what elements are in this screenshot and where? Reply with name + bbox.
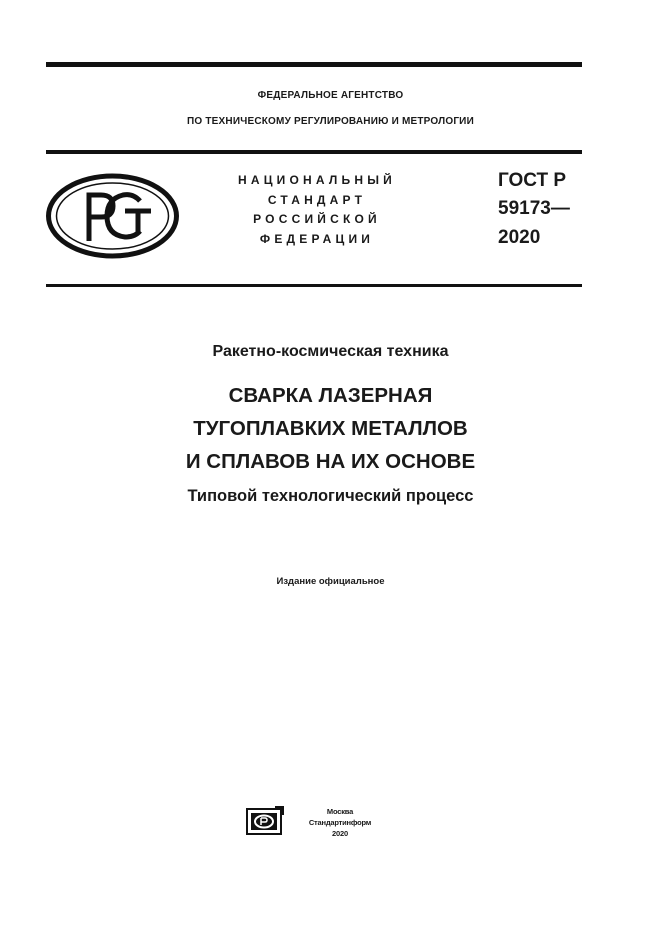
document-subtitle: Типовой технологический процесс: [187, 487, 474, 505]
agency-line-1: ФЕДЕРАЛЬНОЕ АГЕНТСТВО: [257, 90, 404, 101]
rst-conformity-mark-icon: [45, 173, 180, 259]
standard-type-line-2: СТАНДАРТ: [267, 193, 367, 207]
standartinform-logo-icon: [246, 806, 284, 836]
designation-line-2: 59173—: [498, 198, 570, 219]
designation-line-3: 2020: [498, 227, 541, 248]
standard-type-line-1: НАЦИОНАЛЬНЫЙ: [237, 173, 397, 187]
standard-type-line-4: ФЕДЕРАЦИИ: [259, 232, 375, 246]
designation-rule: [46, 284, 582, 287]
agency-line-2: ПО ТЕХНИЧЕСКОМУ РЕГУЛИРОВАНИЮ И МЕТРОЛОГИИ: [187, 116, 474, 127]
document-subject: Ракетно-космическая техника: [212, 343, 449, 360]
document-title-line-3: И СПЛАВОВ НА ИХ ОСНОВЕ: [185, 450, 476, 473]
publisher-city: Москва: [326, 807, 354, 816]
edition-label: Издание официальное: [276, 576, 385, 587]
document-title-line-2: ТУГОПЛАВКИХ МЕТАЛЛОВ: [193, 417, 468, 440]
header-rule: [46, 150, 582, 154]
standard-type-line-3: РОССИЙСКОЙ: [253, 212, 381, 226]
designation-line-1: ГОСТ Р: [498, 170, 567, 191]
publisher-name: Стандартинформ: [308, 818, 372, 827]
document-title-line-1: СВАРКА ЛАЗЕРНАЯ: [228, 384, 433, 407]
top-rule: [46, 62, 582, 67]
publisher-year: 2020: [332, 829, 348, 838]
